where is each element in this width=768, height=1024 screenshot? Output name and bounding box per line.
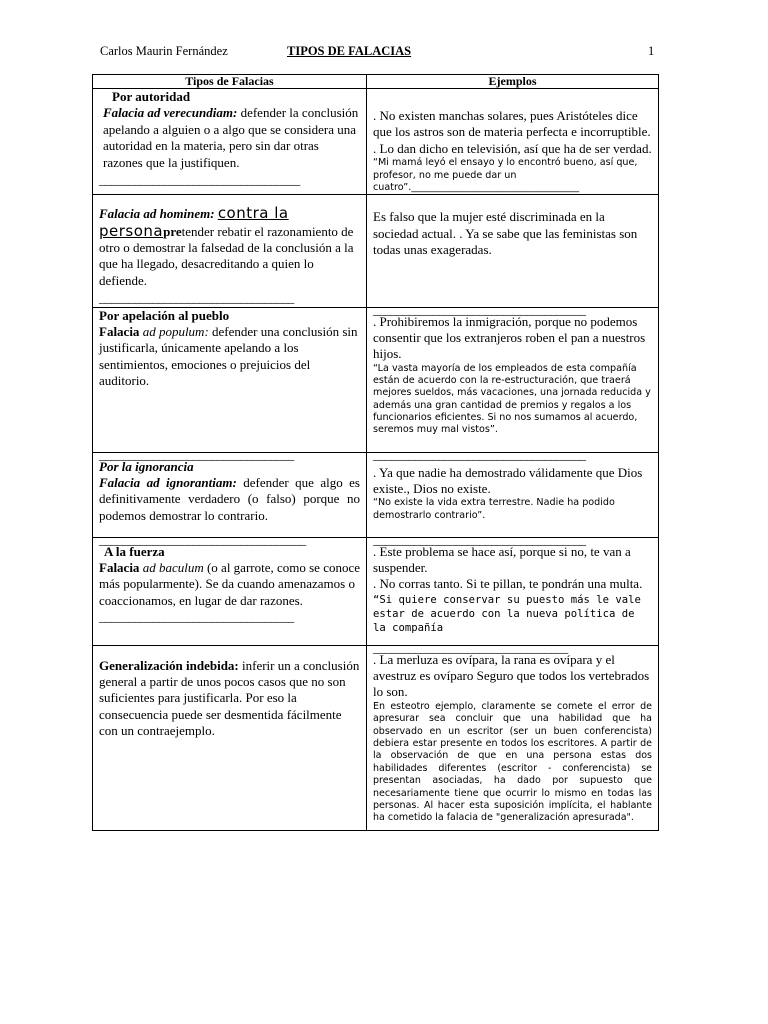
separator-rule: ____________________________________	[373, 301, 586, 317]
fallacy-term: Falacia ad hominem:	[99, 206, 215, 222]
separator-rule: ___________________________________	[99, 531, 306, 547]
example-quote: “No existe la vida extra terrestre. Nadie ha podido demostrarlo contrario”.	[373, 497, 615, 521]
group-title: A la fuerza	[104, 543, 165, 559]
fallacy-term: Generalización indebida:	[99, 657, 239, 673]
fallacy-definition: defender la conclusión apelando a alguien o a algo que se considera una autoridad en la materia, pero sin dar otras razones que la justifiquen.	[103, 105, 359, 170]
fallacy-cell	[93, 645, 367, 830]
table-header-row	[93, 75, 659, 89]
table-row	[93, 195, 659, 307]
fallacy-definition: inferir un a conclusión general a partir de unos pocos casos que no son suficientes para justificarla. Por eso la consecuencia puede ser desmentida fácilmente con un contraejemplo.	[99, 657, 360, 739]
example-cell	[367, 301, 659, 452]
fallacy-cell	[93, 89, 367, 195]
example-quote: “Mi mamá leyó el ensayo y lo encontró bueno, así que, profesor, no me puede dar un cuatro”.___________________________________	[373, 157, 638, 193]
example-cell	[367, 89, 659, 195]
separator-rule: ____________________________________	[373, 446, 586, 462]
fallacy-term: Falacia ad verecundiam:	[103, 105, 238, 121]
fallacies-table	[92, 74, 659, 831]
table-row	[93, 307, 659, 452]
fallacy-term: Falacia	[99, 559, 140, 575]
table-row	[93, 89, 659, 195]
separator-rule: _________________________________	[99, 446, 294, 462]
header-title: TIPOS DE FALACIAS	[287, 44, 412, 58]
example-cell	[367, 639, 659, 830]
separator-rule: __________________________________	[99, 172, 300, 188]
example-cell	[367, 446, 659, 537]
table-row	[93, 645, 659, 830]
example-quote: “Si quiere conservar su puesto más le vale estar de acuerdo con la nueva política de la compañía	[373, 593, 641, 634]
example-cell	[367, 195, 659, 307]
fallacy-definition: tender rebatir el razonamiento de otro o demostrar la falsedad de la conclusión a la que ha llegado, desacreditando a quien lo defiende.	[99, 223, 354, 288]
example-explanation: En esteotro ejemplo, claramente se comete el error de apresurar sea concluir que una habilidad que ha observado en un escritor (ser un buen conferencista) debiera estar presente en todos los escritores. A partir de la observación de que en una persona estas dos habilidades diferentes (escritor - conferencista) se presentan asociadas, ha dado por supuesto que necesariamente tiene que ocurrir lo mismo en todas las personas. Al hacer esta suposición implícita, el hablante ha cometido la falacia de "generalización apresurada".	[373, 700, 652, 824]
group-title: Por autoridad	[112, 89, 191, 104]
col-header-types: Tipos de Falacias	[93, 75, 367, 89]
fallacy-definition: defender que algo es definitivamente verdadero (o falso) porque no podemos demostrar lo contrario.	[99, 474, 360, 523]
example-text: . Prohibiremos la inmigración, porque no podemos consentir que los extranjeros roben el pan a nuestros hijos.	[373, 313, 646, 362]
group-title: Por apelación al pueblo	[99, 307, 230, 323]
group-title: Por la ignorancia	[99, 458, 194, 474]
table-row	[93, 537, 659, 645]
example-cell	[367, 531, 659, 645]
fallacy-cell	[93, 307, 367, 452]
fallacy-cell	[93, 531, 367, 645]
fallacy-term-latin: ad baculum	[139, 559, 204, 575]
fallacy-definition: defender una conclusión sin justificarla, únicamente apelando a los sentimientos, emociones o prejuicios del auditorio.	[99, 323, 358, 389]
fallacy-term: Falacia ad ignorantiam:	[99, 474, 237, 490]
page-number: 1	[648, 44, 655, 58]
fallacy-term-sans: contra la persona	[99, 204, 289, 240]
fallacy-cell	[93, 446, 367, 537]
fallacy-definition: (o al garrote, como se conoce más popularmente). Se da cuando amenazamos o coaccionamos, en lugar de dar razones.	[99, 559, 361, 608]
header-author: Carlos Maurin Fernández	[100, 44, 228, 58]
fallacy-cell	[93, 195, 367, 307]
fallacy-term-latin: ad populum:	[139, 323, 209, 339]
separator-rule: _________________________________	[99, 290, 294, 306]
example-text: . Lo dan dicho en televisión, así que ha de ser verdad.	[373, 140, 652, 156]
separator-rule: _________________________________	[99, 609, 294, 625]
example-quote: “La vasta mayoría de los empleados de esta compañía están de acuerdo con la re-estructuración, que traerá mejores sueldos, más vacaciones, una jornada reducida y además una gran cantidad de premios y regalos a los funcionarios eficientes. Si no nos sumamos al acuerdo, seremos muy mal vistos”.	[373, 362, 651, 436]
example-text: . No corras tanto. Si te pillan, te pondrán una multa.	[373, 576, 643, 592]
example-text: . Este problema se hace así, porque si no, te van a suspender.	[373, 543, 631, 575]
example-text: . No existen manchas solares, pues Aristóteles dice que los astros son de materia perfecta e incorruptible.	[373, 108, 651, 140]
col-header-examples: Ejemplos	[367, 75, 659, 89]
table-row	[93, 452, 659, 537]
example-text: Es falso que la mujer esté discriminada en la sociedad actual. . Ya se sabe que las feministas son todas unas exageradas.	[373, 209, 638, 257]
separator-rule: ____________________________________	[373, 531, 586, 547]
fallacy-term: Falacia	[99, 323, 140, 339]
example-text: . La merluza es ovípara, la rana es ovípara y el avestruz es ovíparo Seguro que todos los vertebrados lo son.	[373, 651, 650, 700]
fallacy-def-prefix: pre	[163, 223, 182, 239]
example-text: . Ya que nadie ha demostrado válidamente que Dios existe., Dios no existe.	[373, 464, 643, 496]
separator-rule: _________________________________	[373, 639, 568, 655]
